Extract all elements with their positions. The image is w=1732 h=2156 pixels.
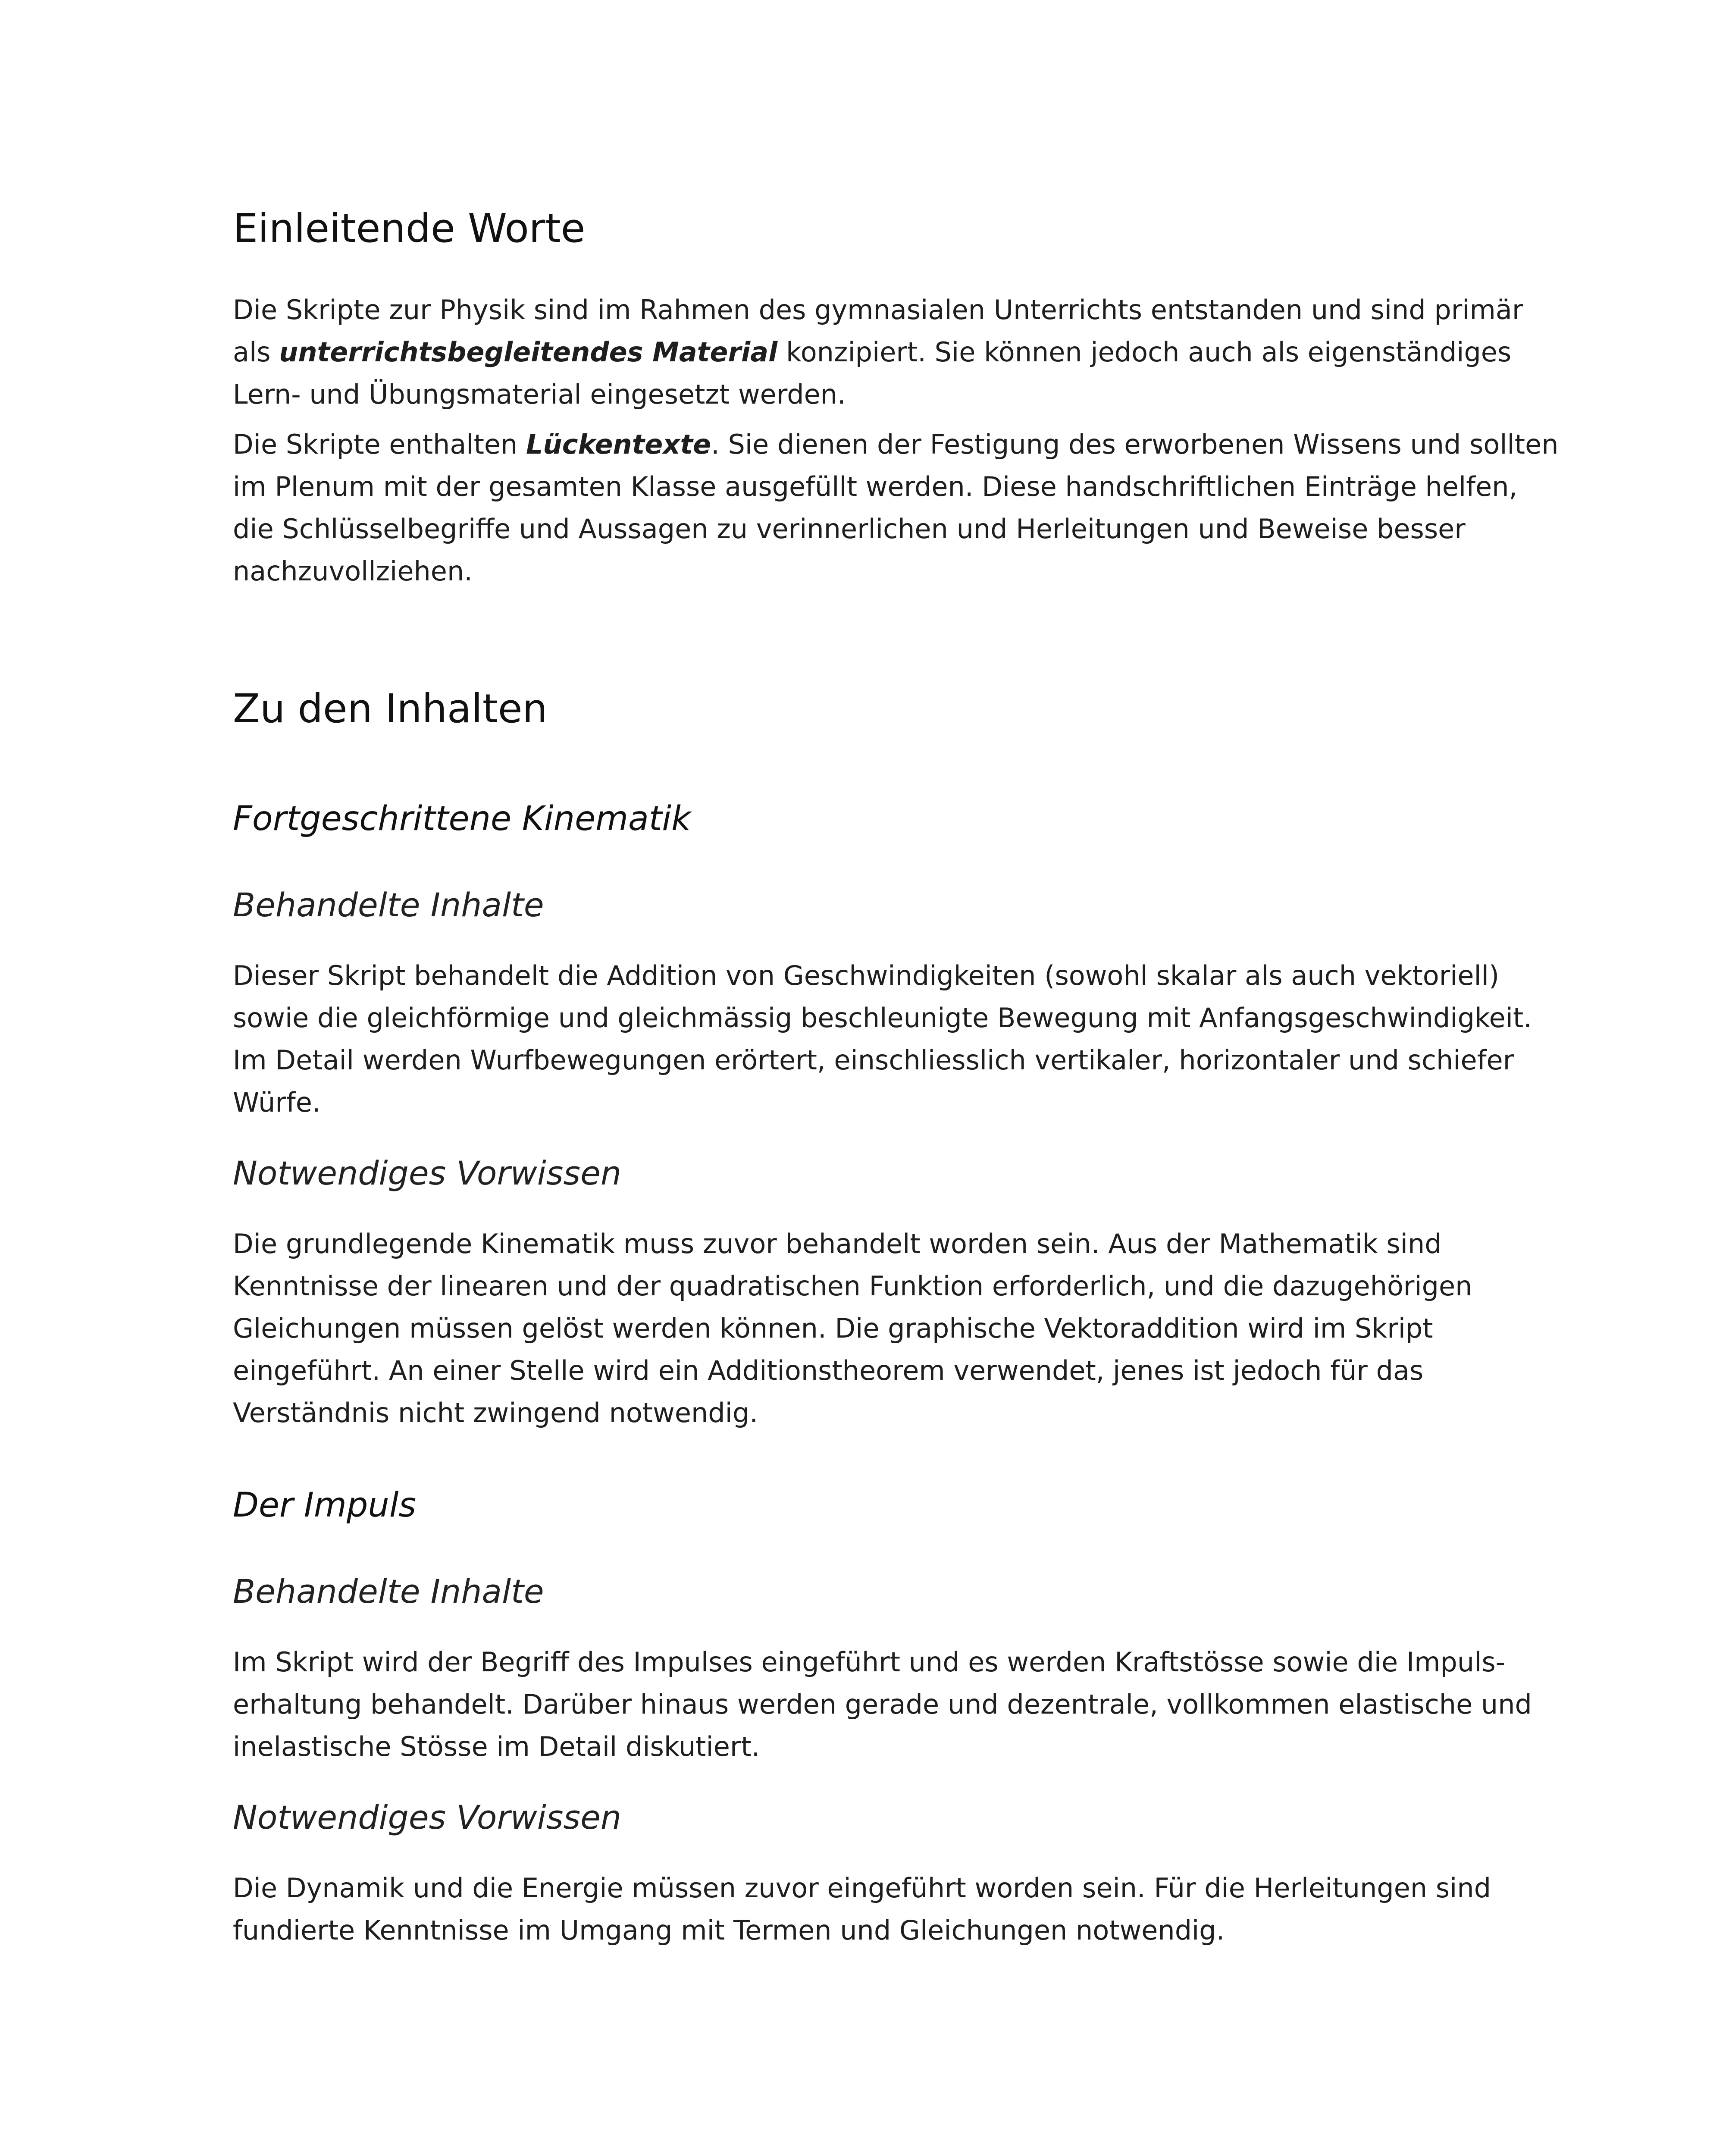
intro-paragraph-1 [233,289,1561,416]
intro-p1-emphasis: unterrichtsbegleitendes Material [279,336,778,368]
impuls-prereq-heading: Notwendiges Vorwissen [233,1798,622,1836]
intro-p2-text-end: . Sie dienen der Festigung des erworbenen Wissens und sollten im Plenum mit der gesamten Klasse ausgefüllt werden. Diese handschriftlichen Einträge helfen, die Schlüsselbegriffe und Aussagen zu verinnerlichen und Herleitungen und Beweise besser nachzuvollziehen. [233,429,1559,587]
contents-heading: Zu den Inhalten [233,686,548,732]
intro-p1-text-end: konzipiert. Sie können jedoch auch als eigenständiges Lern- und Übungsmaterial eingesetzt werden. [233,336,1512,410]
intro-p2-emphasis: Lückentexte [526,429,711,460]
kinematik-covered-text: Dieser Skript behandelt die Addition von Geschwindigkeiten (sowohl skalar als auch vektoriell) sowie die gleichförmige und gleichmässig beschleunigte Bewegung mit Anfangsgeschwindigkeit. Im Detail werden Wurfbewegungen erörtert, einschliesslich vertikaler, horizontaler und schiefer Würfe. [233,960,1532,1118]
intro-heading: Einleitende Worte [233,205,586,251]
impuls-covered-heading: Behandelte Inhalte [233,1572,544,1611]
intro-paragraph-2 [233,423,1561,592]
kinematik-prereq-text: Die grundlegende Kinematik muss zuvor behandelt worden sein. Aus der Mathematik sind Kenntnisse der linearen und der quadratischen Funktion erforderlich, und die dazugehörigen Gleichungen müssen gelöst werden können. Die graphische Vektoraddition wird im Skript eingeführt. An einer Stelle wird ein Additionstheorem verwendet, jenes ist jedoch für das Verständnis nicht zwingend notwendig. [233,1228,1472,1429]
page-content [233,203,1561,1952]
impuls-covered-text: Im Skript wird der Begriff des Impulses eingeführt und es werden Kraftstösse sowie die Impuls-erhaltung behandelt. Darüber hinaus werden gerade und dezentrale, vollkommen elastische und inelastische Stösse im Detail diskutiert. [233,1646,1532,1762]
impuls-prereq-text: Die Dynamik und die Energie müssen zuvor eingeführt worden sein. Für die Herleitungen sind fundierte Kenntnisse im Umgang mit Termen und Gleichungen notwendig. [233,1872,1491,1946]
intro-p2-text-start: Die Skripte enthalten [233,429,526,460]
section-title-impuls: Der Impuls [233,1486,417,1525]
section-title-kinematik: Fortgeschrittene Kinematik [233,799,691,838]
intro-p1-text-start: Die Skripte zur Physik sind im Rahmen des gymnasialen Unterrichts entstanden und sind primär als [233,294,1523,368]
kinematik-covered-heading: Behandelte Inhalte [233,886,544,924]
kinematik-prereq-heading: Notwendiges Vorwissen [233,1154,622,1192]
